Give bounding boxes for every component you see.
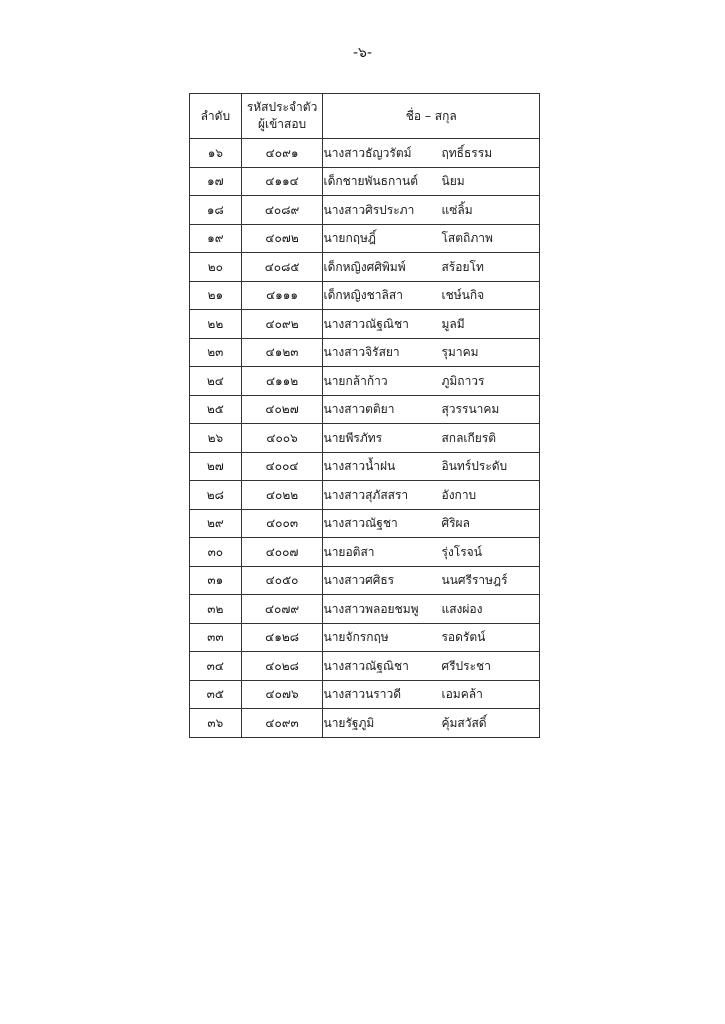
last-name: แซ่ลิ้ม [441, 202, 473, 217]
header-exam-id-line1: รหัสประจำตัว [246, 100, 318, 114]
table-row [190, 509, 540, 538]
first-name: เด็กหญิงศศิพิมพ์ [323, 259, 406, 274]
table-row [190, 652, 540, 681]
cell-exam-id: ๔๐๗๖ [241, 680, 323, 709]
cell-full-name [323, 310, 540, 339]
table-row [190, 395, 540, 424]
first-name: นางสาวณัฐณิชา [323, 658, 409, 673]
table-row [190, 680, 540, 709]
first-name: นายพีรภัทร [323, 430, 383, 445]
cell-seq: ๓๐ [190, 538, 242, 567]
first-name: นายอติสา [323, 544, 375, 559]
cell-exam-id: ๔๐๙๓ [241, 709, 323, 738]
cell-full-name [323, 367, 540, 396]
cell-exam-id: ๔๐๗๒ [241, 224, 323, 253]
last-name: นนศรีราษฎร์ [441, 573, 508, 588]
first-name: นางสาวณัฐณิชา [323, 316, 409, 331]
cell-seq: ๑๘ [190, 196, 242, 225]
cell-full-name [323, 452, 540, 481]
cell-full-name [323, 253, 540, 282]
first-name: นางสาวน้ำฝน [323, 459, 396, 474]
table-row [190, 709, 540, 738]
cell-full-name [323, 652, 540, 681]
table-row [190, 281, 540, 310]
last-name: ภูมิถาวร [441, 373, 485, 388]
cell-seq: ๓๖ [190, 709, 242, 738]
cell-full-name [323, 623, 540, 652]
cell-full-name [323, 424, 540, 453]
cell-exam-id: ๔๑๑๑ [241, 281, 323, 310]
first-name: เด็กชายพันธกานต์ [323, 174, 418, 189]
cell-exam-id: ๔๐๐๔ [241, 452, 323, 481]
last-name: ศิริผล [441, 516, 470, 531]
cell-exam-id: ๔๐๘๕ [241, 253, 323, 282]
cell-seq: ๒๕ [190, 395, 242, 424]
last-name: อังกาบ [441, 487, 477, 502]
first-name: นางสาวนราวดี [323, 687, 402, 702]
cell-full-name [323, 395, 540, 424]
cell-exam-id: ๔๐๙๒ [241, 310, 323, 339]
first-name: นางสาวศศิธร [323, 573, 395, 588]
last-name: เชษ์นกิจ [441, 288, 485, 303]
first-name: เด็กหญิงชาลิสา [323, 288, 403, 303]
table-row [190, 196, 540, 225]
cell-exam-id: ๔๐๒๘ [241, 652, 323, 681]
cell-seq: ๒๘ [190, 481, 242, 510]
header-seq: ลำดับ [190, 94, 242, 139]
cell-seq: ๑๙ [190, 224, 242, 253]
cell-exam-id: ๔๐๕๐ [241, 566, 323, 595]
last-name: สุวรรนาคม [441, 402, 500, 417]
cell-full-name [323, 509, 540, 538]
last-name: สร้อยโท [441, 259, 484, 274]
cell-seq: ๓๒ [190, 595, 242, 624]
cell-exam-id: ๔๐๐๓ [241, 509, 323, 538]
table-row [190, 367, 540, 396]
table-body [190, 139, 540, 738]
table-row [190, 338, 540, 367]
cell-full-name [323, 196, 540, 225]
header-exam-id [241, 94, 323, 139]
table-row [190, 452, 540, 481]
last-name: อินทร์ประดับ [441, 459, 508, 474]
cell-exam-id: ๔๐๐๗ [241, 538, 323, 567]
cell-full-name [323, 595, 540, 624]
cell-exam-id: ๔๐๐๖ [241, 424, 323, 453]
cell-seq: ๓๑ [190, 566, 242, 595]
cell-full-name [323, 281, 540, 310]
table-row [190, 595, 540, 624]
cell-full-name [323, 224, 540, 253]
header-name: ชื่อ – สกุล [323, 94, 540, 139]
cell-full-name [323, 709, 540, 738]
table-row [190, 253, 540, 282]
cell-exam-id: ๔๑๒๓ [241, 338, 323, 367]
last-name: รุมาคม [441, 345, 479, 360]
cell-exam-id: ๔๑๑๔ [241, 167, 323, 196]
first-name: นางสาวณัฐชา [323, 516, 398, 531]
cell-seq: ๓๕ [190, 680, 242, 709]
cell-seq: ๑๗ [190, 167, 242, 196]
cell-seq: ๓๔ [190, 652, 242, 681]
table-row [190, 538, 540, 567]
last-name: นิยม [441, 174, 465, 189]
cell-full-name [323, 481, 540, 510]
first-name: นางสาวจิรัสยา [323, 345, 400, 360]
cell-exam-id: ๔๐๙๑ [241, 139, 323, 168]
last-name: ฤทธิ์ธรรม [441, 145, 493, 160]
cell-exam-id: ๔๐๘๙ [241, 196, 323, 225]
first-name: นายกล้าก้าว [323, 373, 388, 388]
table-row [190, 424, 540, 453]
cell-full-name [323, 680, 540, 709]
cell-exam-id: ๔๑๑๒ [241, 367, 323, 396]
table-row [190, 167, 540, 196]
cell-full-name [323, 139, 540, 168]
cell-seq: ๒๓ [190, 338, 242, 367]
first-name: นายจักรกฤษ [323, 630, 389, 645]
cell-exam-id: ๔๐๒๒ [241, 481, 323, 510]
cell-seq: ๒๐ [190, 253, 242, 282]
table-row [190, 623, 540, 652]
first-name: นางสาวธัญวรัตม์ [323, 145, 412, 160]
last-name: รุ่งโรจน์ [441, 544, 482, 559]
cell-seq: ๓๓ [190, 623, 242, 652]
candidate-table [189, 93, 540, 738]
cell-seq: ๒๑ [190, 281, 242, 310]
last-name: มูลมี [441, 316, 465, 331]
cell-seq: ๒๔ [190, 367, 242, 396]
last-name: แสงผ่อง [441, 601, 483, 616]
cell-seq: ๒๖ [190, 424, 242, 453]
table-row [190, 566, 540, 595]
last-name: รอดรัตน์ [441, 630, 486, 645]
cell-full-name [323, 167, 540, 196]
header-exam-id-line2: ผู้เข้าสอบ [257, 117, 307, 131]
table-row [190, 224, 540, 253]
cell-exam-id: ๔๐๗๙ [241, 595, 323, 624]
first-name: นางสาวศิรประภา [323, 202, 415, 217]
cell-exam-id: ๔๐๒๗ [241, 395, 323, 424]
cell-exam-id: ๔๑๒๘ [241, 623, 323, 652]
first-name: นายกฤษฎิ์ [323, 231, 376, 246]
last-name: เอมคล้า [441, 687, 483, 702]
cell-seq: ๒๗ [190, 452, 242, 481]
last-name: คุ้มสวัสดิ์ [441, 715, 487, 730]
first-name: นางสาวพลอยชมพู [323, 601, 419, 616]
table-row [190, 481, 540, 510]
table-row [190, 139, 540, 168]
table-header-row [190, 94, 540, 139]
last-name: สกลเกียรติ [441, 430, 497, 445]
cell-seq: ๒๒ [190, 310, 242, 339]
page-number: -๖- [353, 45, 372, 61]
last-name: ศรีประชา [441, 658, 491, 673]
cell-full-name [323, 566, 540, 595]
first-name: นางสาวตติยา [323, 402, 395, 417]
cell-full-name [323, 338, 540, 367]
cell-full-name [323, 538, 540, 567]
first-name: นางสาวสุภัสสรา [323, 487, 409, 502]
first-name: นายรัฐภูมิ [323, 715, 375, 730]
cell-seq: ๑๖ [190, 139, 242, 168]
table-row [190, 310, 540, 339]
last-name: โสตถิภาพ [441, 231, 493, 246]
cell-seq: ๒๙ [190, 509, 242, 538]
